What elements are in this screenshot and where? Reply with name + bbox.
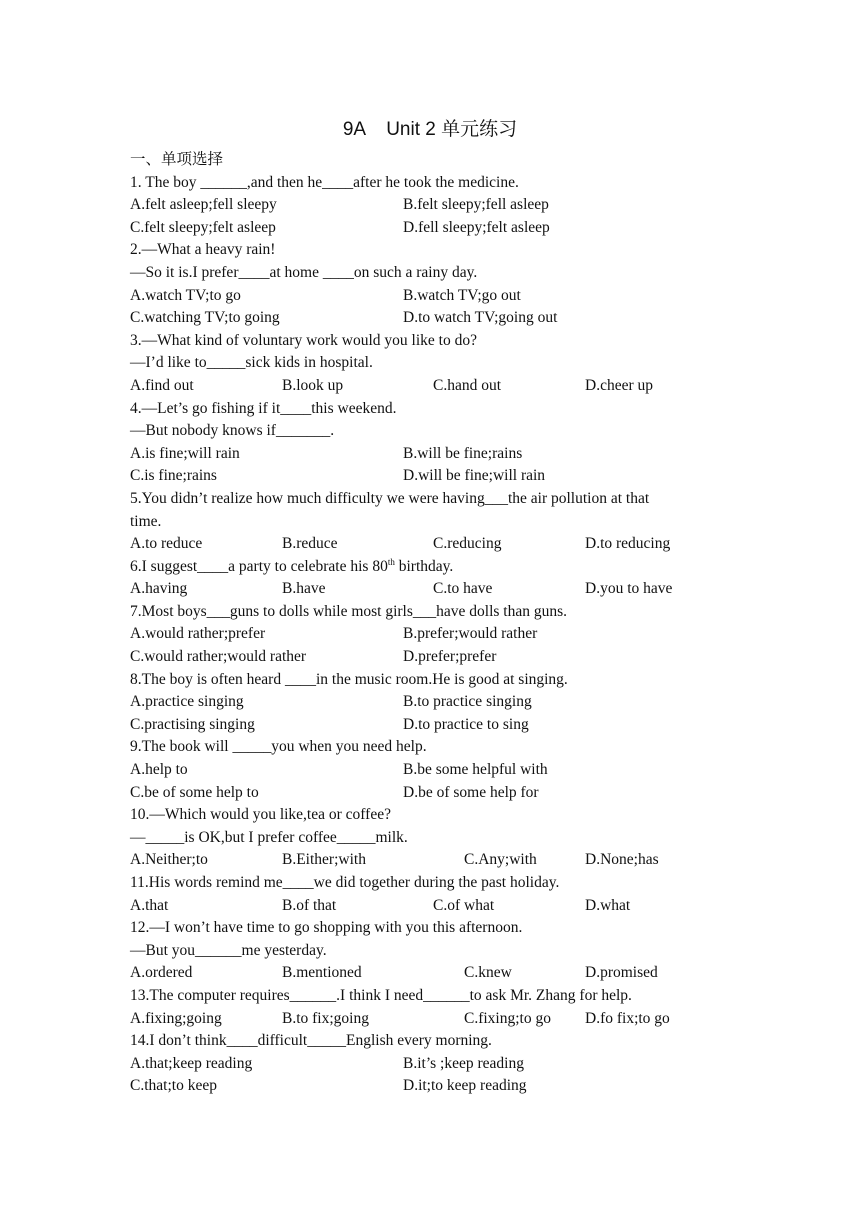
question-line: —But you______me yesterday. bbox=[130, 941, 327, 959]
question-text: birthday. bbox=[394, 557, 454, 575]
answer-option: B.will be fine;rains bbox=[403, 444, 523, 462]
question-text: 6.I suggest____a party to celebrate his 80 bbox=[130, 557, 388, 575]
title-unit: Unit 2 bbox=[386, 119, 436, 140]
answer-option: D.will be fine;will rain bbox=[403, 467, 546, 485]
answer-option: A.find out bbox=[130, 376, 194, 394]
options-row bbox=[130, 285, 730, 308]
answer-option: A.felt asleep;fell sleepy bbox=[130, 196, 277, 214]
answer-option: D.promised bbox=[585, 964, 658, 982]
answer-option: D.you to have bbox=[585, 580, 673, 598]
question-line: 8.The boy is often heard ____in the music room.He is good at singing. bbox=[130, 670, 568, 688]
answer-option: A.fixing;going bbox=[130, 1009, 222, 1027]
answer-option: B.to practice singing bbox=[403, 693, 532, 711]
answer-option: B.have bbox=[282, 580, 326, 598]
answer-option: C.Any;with bbox=[464, 851, 537, 869]
answer-option: D.be of some help for bbox=[403, 783, 539, 801]
answer-option: B.mentioned bbox=[282, 964, 362, 982]
question-line: 11.His words remind me____we did together during the past holiday. bbox=[130, 874, 560, 891]
options-row bbox=[130, 1053, 730, 1076]
answer-option: A.would rather;prefer bbox=[130, 625, 266, 643]
answer-option: A.is fine;will rain bbox=[130, 444, 240, 462]
options-row bbox=[130, 962, 730, 985]
answer-option: B.look up bbox=[282, 376, 344, 394]
answer-option: C.felt sleepy;felt asleep bbox=[130, 218, 276, 236]
options-row bbox=[130, 1008, 730, 1031]
answer-option: B.Either;with bbox=[282, 851, 366, 869]
answer-option: B.watch TV;go out bbox=[403, 286, 521, 304]
answer-option: B.be some helpful with bbox=[403, 761, 548, 779]
section-heading: 一、单项选择 bbox=[130, 151, 224, 168]
options-row bbox=[130, 623, 730, 646]
options-row bbox=[130, 375, 730, 398]
question-line: 10.—Which would you like,tea or coffee? bbox=[130, 806, 391, 824]
answer-option: C.reducing bbox=[433, 535, 502, 553]
question-line bbox=[130, 556, 730, 579]
answer-option: C.would rather;would rather bbox=[130, 648, 307, 666]
question-line: —But nobody knows if_______. bbox=[130, 422, 335, 440]
options-row bbox=[130, 646, 730, 669]
title-subject: 单元练习 bbox=[441, 119, 518, 140]
answer-option: B.to fix;going bbox=[282, 1009, 369, 1027]
answer-option: A.Neither;to bbox=[130, 851, 208, 869]
answer-option: D.it;to keep reading bbox=[403, 1077, 527, 1095]
answer-option: D.None;has bbox=[585, 851, 659, 869]
question-line: 12.—I won’t have time to go shopping with you this afternoon. bbox=[130, 919, 523, 937]
answer-option: A.having bbox=[130, 580, 188, 598]
answer-option: D.fo fix;to go bbox=[585, 1009, 670, 1027]
answer-option: C.that;to keep bbox=[130, 1077, 217, 1095]
options-row bbox=[130, 307, 730, 330]
answer-option: C.fixing;to go bbox=[464, 1009, 551, 1027]
options-row bbox=[130, 691, 730, 714]
answer-option: D.prefer;prefer bbox=[403, 648, 497, 666]
options-row bbox=[130, 533, 730, 556]
answer-option: B.reduce bbox=[282, 535, 338, 553]
answer-option: A.that;keep reading bbox=[130, 1054, 253, 1072]
options-row bbox=[130, 849, 730, 872]
answer-option: C.be of some help to bbox=[130, 783, 259, 801]
question-line: —So it is.I prefer____at home ____on such a rainy day. bbox=[130, 263, 478, 281]
answer-option: B.of that bbox=[282, 896, 337, 914]
options-row bbox=[130, 217, 730, 240]
page-title bbox=[0, 114, 860, 141]
question-line: 9.The book will _____you when you need help. bbox=[130, 738, 427, 756]
answer-option: A.that bbox=[130, 896, 169, 914]
answer-option: A.ordered bbox=[130, 964, 193, 982]
answer-option: C.practising singing bbox=[130, 715, 255, 733]
options-row bbox=[130, 782, 730, 805]
answer-option: C.knew bbox=[464, 964, 512, 982]
question-line: —_____is OK,but I prefer coffee_____milk. bbox=[130, 828, 408, 846]
answer-option: A.to reduce bbox=[130, 535, 203, 553]
answer-option: A.practice singing bbox=[130, 693, 244, 711]
question-line: 3.—What kind of voluntary work would you like to do? bbox=[130, 331, 477, 349]
question-line: 4.—Let’s go fishing if it____this weekend. bbox=[130, 399, 397, 417]
answer-option: C.of what bbox=[433, 896, 495, 914]
answer-option: C.is fine;rains bbox=[130, 467, 217, 485]
options-row bbox=[130, 759, 730, 782]
answer-option: C.hand out bbox=[433, 376, 502, 394]
question-line: 1. The boy ______,and then he____after he took the medicine. bbox=[130, 173, 519, 191]
question-line: 7.Most boys___guns to dolls while most girls___have dolls than guns. bbox=[130, 602, 568, 620]
superscript: th bbox=[387, 556, 395, 567]
answer-option: C.to have bbox=[433, 580, 493, 598]
answer-option: C.watching TV;to going bbox=[130, 309, 280, 327]
options-row bbox=[130, 443, 730, 466]
answer-option: D.to watch TV;going out bbox=[403, 309, 558, 327]
options-row bbox=[130, 465, 730, 488]
question-line: 5.You didn’t realize how much difficulty we were having___the air pollution at that bbox=[130, 489, 650, 507]
options-row bbox=[130, 1075, 730, 1098]
title-grade: 9A bbox=[342, 119, 366, 140]
question-list bbox=[130, 149, 730, 1098]
question-line: 14.I don’t think____difficult_____English every morning. bbox=[130, 1032, 492, 1050]
question-line: 13.The computer requires______.I think I need______to ask Mr. Zhang for help. bbox=[130, 986, 632, 1004]
options-row bbox=[130, 578, 730, 601]
answer-option: D.to practice to sing bbox=[403, 715, 529, 733]
options-row bbox=[130, 194, 730, 217]
question-line: time. bbox=[130, 512, 162, 530]
answer-option: B.it’s ;keep reading bbox=[403, 1054, 524, 1072]
question-line: —I’d like to_____sick kids in hospital. bbox=[130, 354, 373, 372]
answer-option: B.felt sleepy;fell asleep bbox=[403, 196, 549, 214]
options-row bbox=[130, 714, 730, 737]
answer-option: B.prefer;would rather bbox=[403, 625, 538, 643]
answer-option: D.what bbox=[585, 896, 631, 914]
answer-option: D.to reducing bbox=[585, 535, 671, 553]
answer-option: D.fell sleepy;felt asleep bbox=[403, 218, 550, 236]
answer-option: D.cheer up bbox=[585, 376, 653, 394]
question-line: 2.—What a heavy rain! bbox=[130, 241, 276, 259]
answer-option: A.help to bbox=[130, 761, 188, 779]
options-row bbox=[130, 895, 730, 918]
answer-option: A.watch TV;to go bbox=[130, 286, 241, 304]
